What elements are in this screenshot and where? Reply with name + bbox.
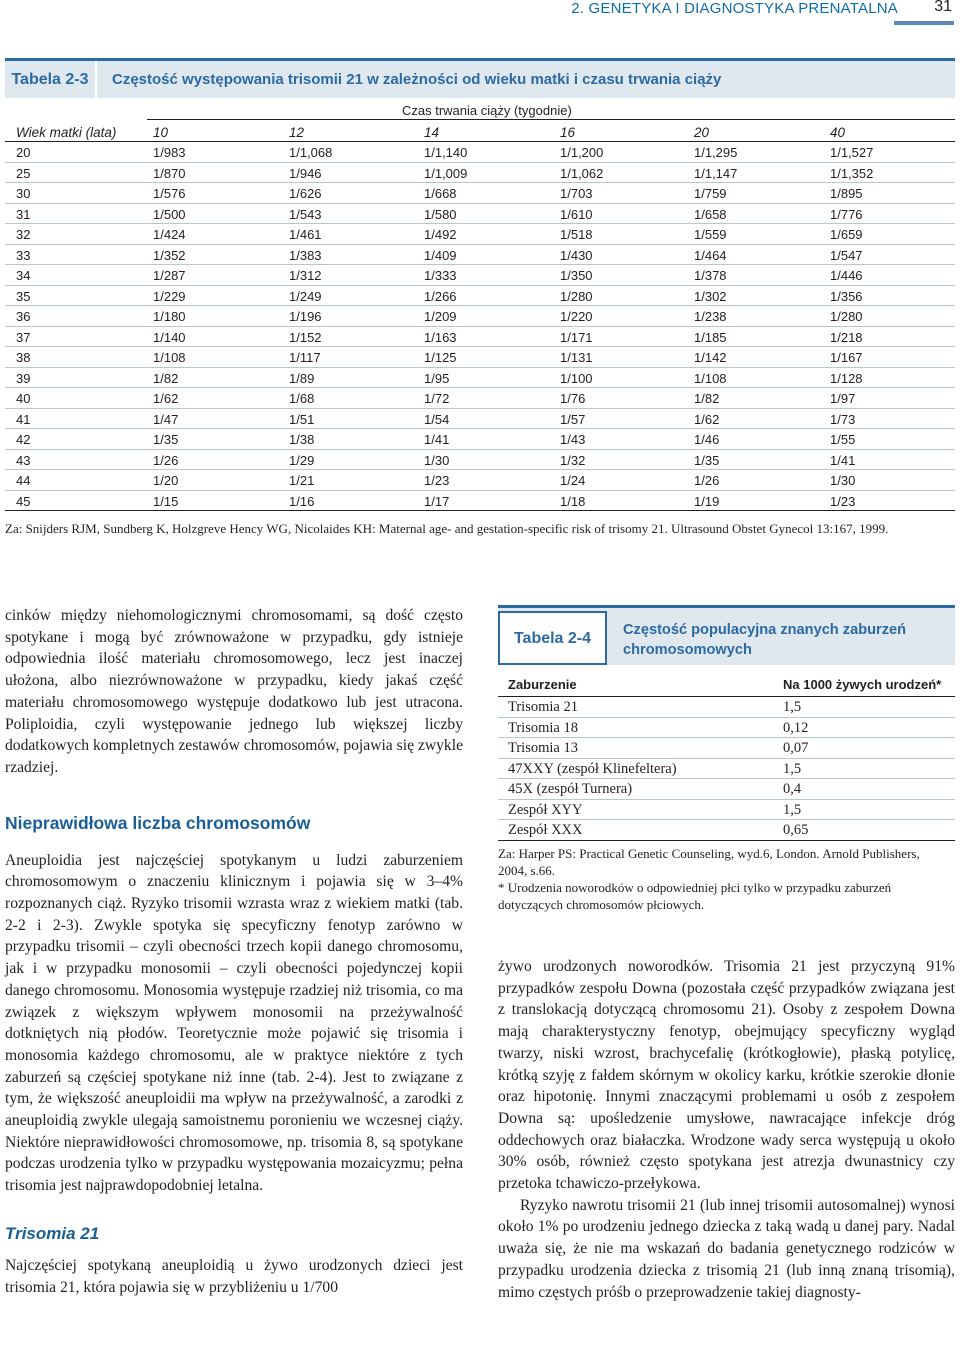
risk-cell: 1/62 — [153, 391, 179, 406]
risk-cell: 1/1,068 — [289, 145, 333, 160]
risk-cell: 1/1,009 — [424, 165, 468, 181]
page-number: 31 — [934, 0, 952, 15]
table-row — [5, 368, 955, 389]
table-row — [5, 163, 955, 184]
subsection-heading: Trisomia 21 — [5, 1223, 100, 1243]
risk-cell: 1/125 — [424, 350, 457, 365]
table-2-4-notes — [498, 845, 950, 913]
risk-cell: 1/610 — [560, 206, 593, 222]
table-2-3-source: Za: Snijders RJM, Sundberg K, Holzgreve Hency WG, Nicolaides KH: Maternal age- and gestation-specific risk of trisomy 21. Ultrasound Obstet Gynecol 13:167, 1999. — [5, 521, 889, 536]
table-row — [498, 738, 955, 759]
frequency-cell: 0,65 — [783, 822, 809, 838]
risk-cell: 1/446 — [830, 268, 863, 283]
risk-cell: 1/220 — [560, 309, 593, 324]
risk-cell: 1/430 — [560, 247, 593, 263]
table-2-3-header — [5, 58, 955, 98]
column-header: Zaburzenie — [508, 677, 577, 692]
paragraph: żywo urodzonych noworodków. Trisomia 21 jest przyczyną 91% przypadków zespołu Downa (pozostała część przypadków związana jest z translokacją dotyczącą chromosomu 21). Osoby z zespołem Downa mają charakterystyczny fenotyp, obejmujący specyficzny wygląd twarzy, niski wzrost, brachycefalię (krótkogłowie), płaską potylicę, krótką szyję z fałdem skórnym w okolicy karku, krótkie szerokie dłonie oraz hipotonię. Innymi znaczącymi problemami u osób z zespołem Downa są: upośledzenie umysłowe, nawracające infekcje dróg oddechowych oraz białaczka. Wrodzone wady serca występują u około 30% osób, również często spotykana jest atrezja dwunastnicy czy przetoka tchawiczo-przełykowa. — [498, 958, 955, 1193]
risk-cell: 1/117 — [289, 350, 321, 365]
risk-cell: 1/580 — [424, 206, 457, 222]
frequency-cell: 0,12 — [783, 719, 809, 736]
risk-cell: 1/163 — [424, 329, 457, 345]
risk-cell: 1/946 — [289, 165, 322, 181]
paragraph: cinków między niehomologicznymi chromosomami, są dość często spotykane i mogą być zrównoważone w przypadku, gdy istnieje odpowiednia ilość materiału chromosomowego, lecz jest inaczej ułożona, albo niezrównoważone w przypadku, kiedy jakaś część materiału chromosomowego występuje dodatkowo lub jest utracona. Poliploidia, czyli występowanie jednego lub większej liczby dodatkowych kompletnych zestawów chromosomów, pojawia się zwykle rzadziej. — [5, 607, 463, 776]
disorder-cell: Trisomia 13 — [508, 740, 578, 756]
table-row — [498, 759, 955, 780]
table-2-3-super-header — [5, 98, 955, 122]
risk-cell: 1/280 — [830, 309, 863, 324]
risk-cell: 1/1,295 — [694, 145, 738, 160]
risk-cell: 1/100 — [560, 370, 593, 386]
risk-cell: 1/180 — [153, 309, 186, 324]
risk-cell: 1/15 — [153, 493, 179, 509]
risk-cell: 1/626 — [289, 186, 322, 201]
table-2-4-body — [498, 697, 955, 841]
maternal-age-cell: 43 — [16, 452, 31, 468]
section-heading: Nieprawidłowa liczba chromosomów — [5, 812, 311, 833]
risk-cell: 1/559 — [694, 227, 727, 242]
risk-cell: 1/378 — [694, 268, 727, 283]
risk-cell: 1/97 — [830, 391, 856, 406]
table-row — [5, 204, 955, 225]
table-2-4-footnote: * Urodzenia noworodków o odpowiedniej płci tylko w przypadku zaburzeń dotyczących chromosomów płciowych. — [498, 880, 892, 912]
risk-cell: 1/350 — [560, 268, 593, 283]
risk-cell: 1/30 — [424, 452, 450, 468]
risk-cell: 1/238 — [694, 309, 727, 324]
risk-cell: 1/21 — [289, 473, 315, 488]
risk-cell: 1/1,352 — [830, 165, 874, 181]
risk-cell: 1/1,147 — [694, 165, 738, 181]
risk-cell: 1/280 — [560, 288, 593, 304]
risk-cell: 1/518 — [560, 227, 593, 242]
risk-cell: 1/18 — [560, 493, 586, 509]
frequency-cell: 1,5 — [783, 760, 802, 777]
table-2-4-title: Częstość populacyjna znanych zaburzeń chromosomowych — [623, 622, 907, 658]
paragraph: Najczęściej spotykaną aneuploidią u żywo urodzonych dzieci jest trisomia 21, która pojawia się w przybliżeniu u 1/700 — [5, 1256, 463, 1296]
header-accent-bar — [894, 21, 954, 25]
table-2-3 — [5, 58, 955, 511]
risk-cell: 1/140 — [153, 329, 186, 345]
table-row — [498, 718, 955, 739]
maternal-age-cell: 30 — [16, 186, 31, 201]
table-2-4-source: Za: Harper PS: Practical Genetic Counseling, wyd.6, London. Arnold Publishers, 2004, s.66. — [498, 846, 920, 878]
risk-cell: 1/41 — [424, 432, 450, 447]
table-row — [5, 347, 955, 368]
risk-cell: 1/333 — [424, 268, 457, 283]
risk-cell: 1/35 — [153, 432, 179, 447]
table-row — [5, 388, 955, 409]
disorder-cell: Trisomia 21 — [508, 699, 578, 715]
disorder-cell: Zespół XXX — [508, 822, 583, 838]
maternal-age-cell: 39 — [16, 370, 31, 386]
column-header: 20 — [694, 125, 710, 140]
risk-cell: 1/547 — [830, 247, 863, 263]
table-2-3-title: Częstość występowania trisomii 21 w zależności od wieku matki i czasu trwania ciąży — [112, 71, 722, 88]
risk-cell: 1/171 — [560, 329, 593, 345]
table-2-4 — [498, 605, 955, 841]
maternal-age-cell: 35 — [16, 288, 31, 304]
frequency-cell: 1,5 — [783, 699, 802, 715]
disorder-cell: 47XXY (zespół Klinefeltera) — [508, 760, 677, 777]
risk-cell: 1/461 — [289, 227, 322, 242]
risk-cell: 1/500 — [153, 206, 186, 222]
risk-cell: 1/35 — [694, 452, 720, 468]
table-2-4-column-headers — [498, 671, 955, 697]
table-row — [5, 245, 955, 266]
risk-cell: 1/356 — [830, 288, 863, 304]
risk-cell: 1/51 — [289, 411, 315, 427]
risk-cell: 1/312 — [289, 268, 322, 283]
risk-cell: 1/20 — [153, 473, 179, 488]
risk-cell: 1/703 — [560, 186, 593, 201]
maternal-age-cell: 34 — [16, 268, 31, 283]
maternal-age-cell: 45 — [16, 493, 31, 509]
risk-cell: 1/46 — [694, 432, 720, 447]
risk-cell: 1/62 — [694, 411, 720, 427]
risk-cell: 1/26 — [153, 452, 179, 468]
risk-cell: 1/108 — [694, 370, 727, 386]
table-row — [5, 409, 955, 430]
running-header — [0, 0, 960, 26]
table-row — [5, 306, 955, 327]
table-row — [5, 224, 955, 245]
risk-cell: 1/983 — [153, 145, 186, 160]
maternal-age-cell: 36 — [16, 309, 31, 324]
risk-cell: 1/82 — [694, 391, 720, 406]
paragraph: Aneuploidia jest najczęściej spotykanym u ludzi zaburzeniem chromosomowym o znaczeniu klinicznym i pojawia się w 3–4% rozpoznanych ciąż. Ryzyko trisomii wzrasta wraz z wiekiem matki (tab. 2-2 i 2-3). Zwykle spotyka się specyficzny fenotyp zarówno w przypadku trisomii – czyli obecności trzech kopii danego chromosomu, jak i w przypadku monosomii – czyli obecności pojedynczej kopii danego chromosomu. Monosomia występuje rzadziej niż trisomia, co ma związek z większym wpływem monosomii na przeżywalność dotkniętych nią płodów. Teoretycznie może pojawić się trisomia i monosomia każdego chromosomu, ale w praktyce niektóre z tych zaburzeń są częściej spotykane niż inne (tab. 2-4). Jest to związane z tym, że większość aneuploidii ma wpływ na przeżywalność, a zarodki z aneuploidią zwykle ulegają samoistnemu poronieniu we wczesnej ciąży. Niektóre nieprawidłowości chromosomowe, np. trisomia 8, są spotykane podczas urodzenia tylko w przypadku występowania mozaicyzmu; pełna trisomia jest najprawdopodobniej letalna. — [5, 851, 463, 1195]
risk-cell: 1/249 — [289, 288, 322, 304]
risk-cell: 1/1,140 — [424, 145, 468, 160]
table-row — [5, 286, 955, 307]
risk-cell: 1/142 — [694, 350, 727, 365]
risk-cell: 1/209 — [424, 309, 457, 324]
risk-cell: 1/72 — [424, 391, 450, 406]
risk-cell: 1/167 — [830, 350, 863, 365]
right-text-column — [498, 956, 955, 1303]
risk-cell: 1/89 — [289, 370, 315, 386]
column-header: Wiek matki (lata) — [16, 125, 117, 140]
risk-cell: 1/658 — [694, 206, 727, 222]
table-row — [5, 470, 955, 491]
column-header: 40 — [830, 125, 846, 140]
left-text-column — [5, 605, 463, 1298]
maternal-age-cell: 33 — [16, 247, 31, 263]
risk-cell: 1/57 — [560, 411, 586, 427]
risk-cell: 1/464 — [694, 247, 727, 263]
table-row — [498, 820, 955, 841]
risk-cell: 1/185 — [694, 329, 727, 345]
maternal-age-cell: 20 — [16, 145, 31, 160]
table-2-3-number: Tabela 2-3 — [5, 61, 97, 98]
risk-cell: 1/196 — [289, 309, 322, 324]
risk-cell: 1/73 — [830, 411, 856, 427]
gestation-header: Czas trwania ciąży (tygodnie) — [402, 103, 572, 118]
risk-cell: 1/229 — [153, 288, 186, 304]
column-header: 16 — [560, 125, 576, 140]
table-row — [5, 491, 955, 512]
risk-cell: 1/82 — [153, 370, 179, 386]
column-header: 14 — [424, 125, 440, 140]
maternal-age-cell: 37 — [16, 329, 31, 345]
risk-cell: 1/759 — [694, 186, 727, 201]
table-2-3-body — [5, 142, 955, 511]
risk-cell: 1/1,527 — [830, 145, 874, 160]
risk-cell: 1/1,062 — [560, 165, 604, 181]
frequency-cell: 0,4 — [783, 781, 802, 797]
paragraph: Ryzyko nawrotu trisomii 21 (lub innej trisomii autosomalnej) wynosi około 1% po urodzeniu jednego dziecka z taką wadą u danej pary. Nadal uważa się, że nie ma wskazań do badania genetycznego rodziców w przypadku urodzenia dziecka z trisomią 21 (lub inną znaną trisomią), mimo częstych próśb o przeprowadzenie takiej diagnosty- — [498, 1196, 955, 1301]
table-row — [498, 697, 955, 718]
risk-cell: 1/23 — [830, 493, 856, 509]
risk-cell: 1/266 — [424, 288, 457, 304]
risk-cell: 1/668 — [424, 186, 457, 201]
column-header: 12 — [289, 125, 305, 140]
disorder-cell: Trisomia 18 — [508, 719, 578, 736]
risk-cell: 1/576 — [153, 186, 186, 201]
column-header: Na 1000 żywych urodzeń* — [783, 677, 942, 692]
maternal-age-cell: 44 — [16, 473, 31, 488]
risk-cell: 1/38 — [289, 432, 315, 447]
table-row — [5, 327, 955, 348]
table-row — [5, 183, 955, 204]
maternal-age-cell: 38 — [16, 350, 31, 365]
frequency-cell: 0,07 — [783, 740, 809, 756]
risk-cell: 1/47 — [153, 411, 179, 427]
risk-cell: 1/492 — [424, 227, 457, 242]
risk-cell: 1/19 — [694, 493, 720, 509]
risk-cell: 1/543 — [289, 206, 322, 222]
disorder-cell: 45X (zespół Turnera) — [508, 781, 633, 797]
risk-cell: 1/29 — [289, 452, 315, 468]
risk-cell: 1/16 — [289, 493, 315, 509]
risk-cell: 1/24 — [560, 473, 586, 488]
disorder-cell: Zespół XYY — [508, 801, 583, 818]
maternal-age-cell: 42 — [16, 432, 31, 447]
risk-cell: 1/23 — [424, 473, 450, 488]
maternal-age-cell: 40 — [16, 391, 31, 406]
risk-cell: 1/55 — [830, 432, 856, 447]
maternal-age-cell: 25 — [16, 165, 31, 181]
table-2-4-number: Tabela 2-4 — [498, 611, 607, 665]
maternal-age-cell: 32 — [16, 227, 31, 242]
risk-cell: 1/776 — [830, 206, 863, 222]
table-row — [498, 800, 955, 821]
chapter-title: 2. GENETYKA I DIAGNOSTYKA PRENATALNA — [571, 0, 898, 17]
risk-cell: 1/95 — [424, 370, 450, 386]
risk-cell: 1/352 — [153, 247, 186, 263]
frequency-cell: 1,5 — [783, 801, 802, 818]
risk-cell: 1/128 — [830, 370, 863, 386]
risk-cell: 1/383 — [289, 247, 322, 263]
risk-cell: 1/1,200 — [560, 145, 604, 160]
risk-cell: 1/895 — [830, 186, 863, 201]
maternal-age-cell: 41 — [16, 411, 31, 427]
table-2-4-header — [498, 605, 955, 665]
table-row — [5, 265, 955, 286]
table-row — [5, 142, 955, 163]
column-header: 10 — [153, 125, 169, 140]
maternal-age-cell: 31 — [16, 206, 31, 222]
risk-cell: 1/870 — [153, 165, 186, 181]
risk-cell: 1/17 — [424, 493, 450, 509]
risk-cell: 1/76 — [560, 391, 586, 406]
risk-cell: 1/41 — [830, 452, 856, 468]
risk-cell: 1/131 — [560, 350, 593, 365]
risk-cell: 1/54 — [424, 411, 450, 427]
table-row — [5, 450, 955, 471]
risk-cell: 1/26 — [694, 473, 720, 488]
risk-cell: 1/32 — [560, 452, 586, 468]
risk-cell: 1/659 — [830, 227, 863, 242]
risk-cell: 1/68 — [289, 391, 315, 406]
risk-cell: 1/43 — [560, 432, 586, 447]
table-row — [5, 429, 955, 450]
table-2-3-column-headers — [5, 122, 955, 142]
risk-cell: 1/108 — [153, 350, 186, 365]
risk-cell: 1/30 — [830, 473, 856, 488]
risk-cell: 1/409 — [424, 247, 457, 263]
risk-cell: 1/218 — [830, 329, 863, 345]
risk-cell: 1/152 — [289, 329, 322, 345]
risk-cell: 1/302 — [694, 288, 727, 304]
table-row — [498, 779, 955, 800]
risk-cell: 1/424 — [153, 227, 186, 242]
risk-cell: 1/287 — [153, 268, 186, 283]
